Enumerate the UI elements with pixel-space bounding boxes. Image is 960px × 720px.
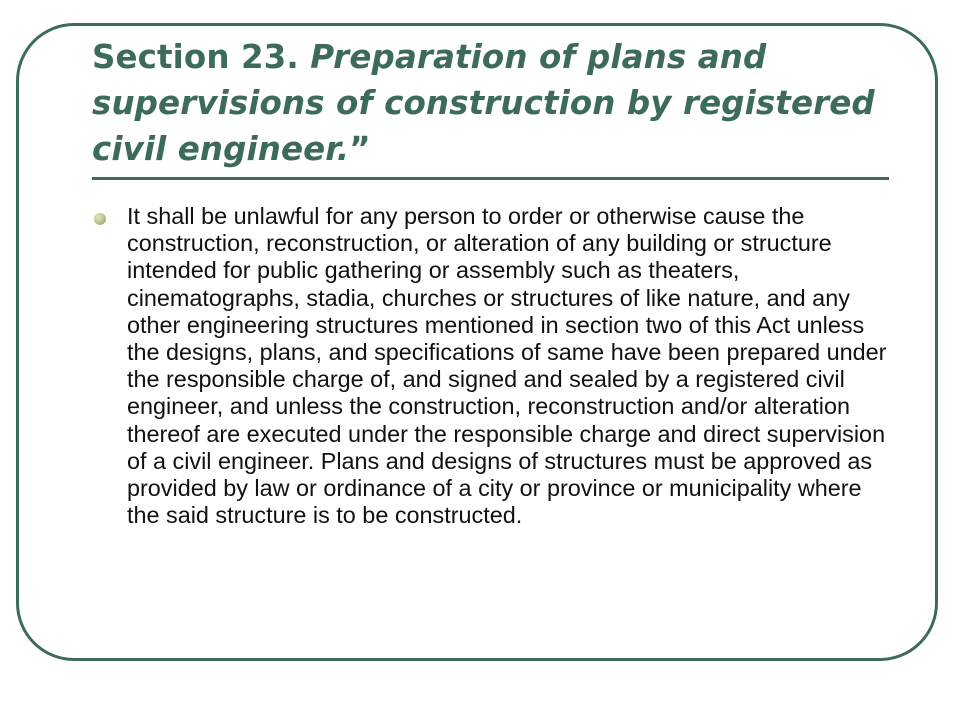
title-section-number: Section 23. xyxy=(92,38,311,76)
title-section-heading: Preparation of plans and supervisions of construction by registered civil engineer. xyxy=(92,38,875,168)
title-divider xyxy=(92,177,889,180)
slide-title xyxy=(92,34,932,172)
bullet-item xyxy=(92,203,892,529)
bullet-list xyxy=(92,203,892,529)
bullet-dot-icon xyxy=(94,213,106,225)
title-closing-quote: ” xyxy=(349,130,371,168)
bullet-text: It shall be unlawful for any person to order or otherwise cause the construction, reconstruction, or alteration of any building or structure intended for public gathering or assembly such as theaters, cinematographs, stadia, churches or structures of like nature, and any other engineering structures mentioned in section two of this Act unless the designs, plans, and specifications of same have been prepared under the responsible charge of, and signed and sealed by a registered civil engineer, and unless the construction, reconstruction and/or alteration thereof are executed under the responsible charge and direct supervision of a civil engineer. Plans and designs of structures must be approved as provided by law or ordinance of a city or province or municipality where the said structure is to be constructed. xyxy=(127,203,887,529)
